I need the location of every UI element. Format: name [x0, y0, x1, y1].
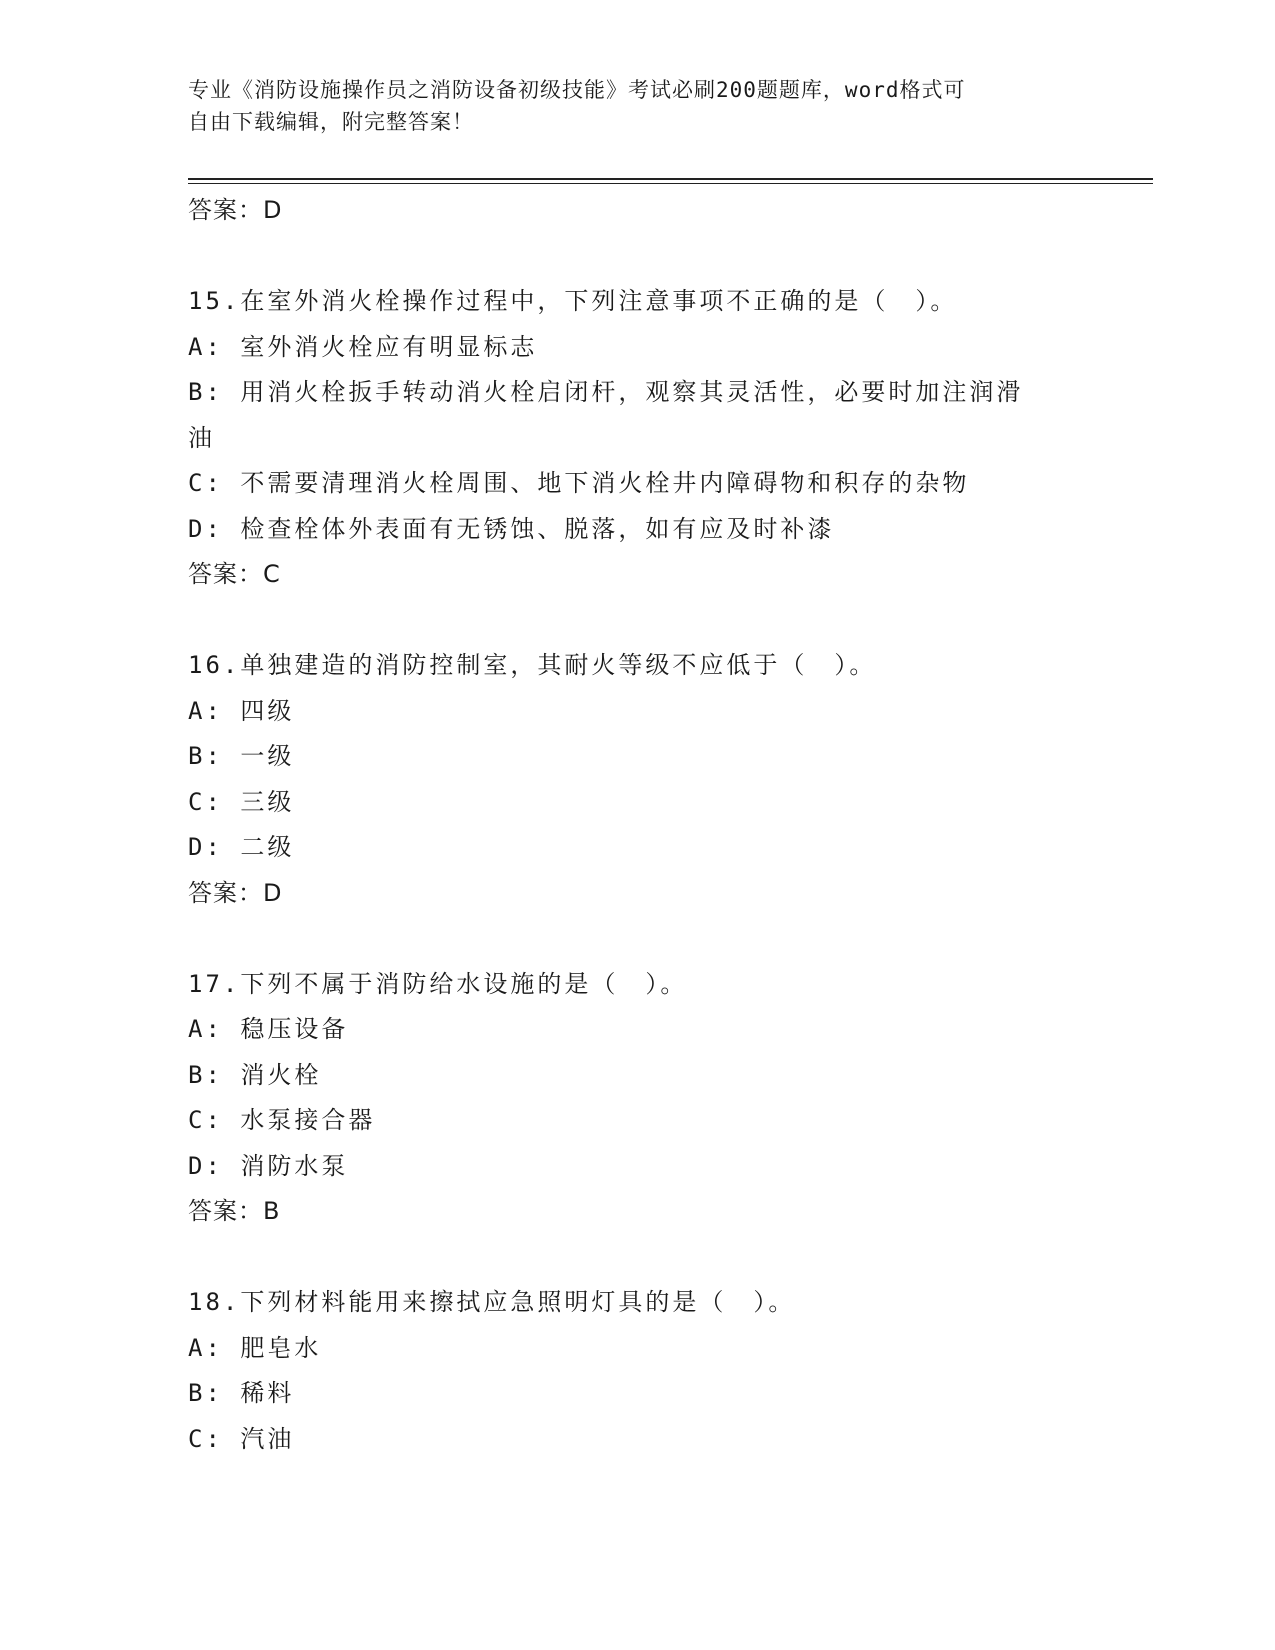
header-line-1: 专业《消防设施操作员之消防设备初级技能》考试必刷200题题库，word格式可 — [188, 78, 966, 102]
option-a: A: 四级 — [188, 696, 295, 725]
spacer — [188, 234, 1088, 280]
answer-line: 答案：C — [188, 560, 281, 588]
option-b: B: 一级 — [188, 742, 295, 770]
header-divider-thick — [188, 178, 1153, 180]
spacer — [188, 916, 1088, 962]
option-c: C: 汽油 — [188, 1424, 295, 1453]
option-c: C: 水泵接合器 — [188, 1106, 376, 1134]
option-c: C: 不需要清理消火栓周围、地下消火栓井内障碍物和积存的杂物 — [188, 469, 970, 497]
question-block — [188, 643, 1088, 916]
option-d: D: 消防水泵 — [188, 1151, 349, 1180]
option-b: B: 稀料 — [188, 1379, 295, 1407]
answer-line: 答案：D — [188, 196, 283, 224]
question-stem: 16.单独建造的消防控制室，其耐火等级不应低于（ ）。 — [188, 651, 877, 679]
question-block — [188, 962, 1088, 1235]
spacer — [188, 1235, 1088, 1281]
option-b: B: 消火栓 — [188, 1060, 322, 1089]
option-a: A: 稳压设备 — [188, 1015, 349, 1043]
option-d: D: 检查栓体外表面有无锈蚀、脱落，如有应及时补漆 — [188, 514, 835, 543]
option-a: A: 肥皂水 — [188, 1333, 322, 1362]
question-stem: 15.在室外消火栓操作过程中，下列注意事项不正确的是（ ）。 — [188, 287, 958, 315]
question-block — [188, 279, 1088, 598]
option-b-continued: 油 — [188, 423, 215, 452]
question-block — [188, 1280, 1088, 1462]
option-d: D: 二级 — [188, 833, 295, 861]
question-stem: 18.下列材料能用来擦拭应急照明灯具的是（ ）。 — [188, 1288, 796, 1316]
spacer — [188, 598, 1088, 644]
document-header — [188, 74, 1088, 138]
option-b: B: 用消火栓扳手转动消火栓启闭杆，观察其灵活性，必要时加注润滑 — [188, 378, 1024, 406]
answer-line: 答案：D — [188, 878, 283, 907]
option-a: A: 室外消火栓应有明显标志 — [188, 332, 538, 361]
option-c: C: 三级 — [188, 787, 295, 816]
document-body — [188, 188, 1088, 1462]
question-stem: 17.下列不属于消防给水设施的是（ ）。 — [188, 969, 688, 998]
header-line-2: 自由下载编辑，附完整答案！ — [188, 110, 474, 134]
header-divider-thin — [188, 183, 1153, 184]
answer-line: 答案：B — [188, 1197, 281, 1225]
